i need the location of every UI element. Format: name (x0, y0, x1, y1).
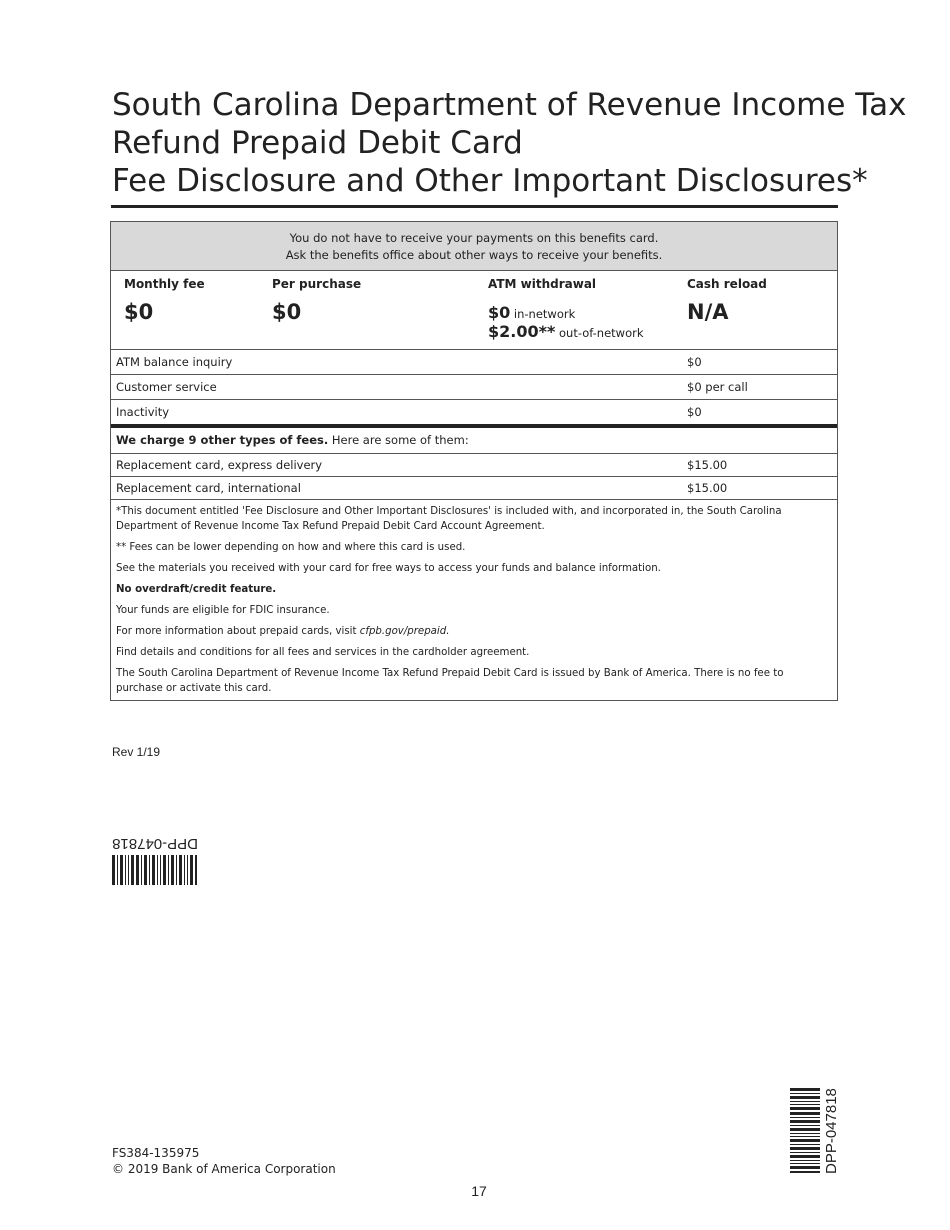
cash-reload-label: Cash reload (687, 277, 767, 291)
note-cardholder-agreement: Find details and conditions for all fees and services in the cardholder agreement. (116, 647, 530, 658)
fee-row-value: $0 (687, 405, 702, 419)
atm-withdrawal-label: ATM withdrawal (488, 277, 597, 291)
barcode-horizontal (112, 855, 198, 885)
fee-disclosure-box (110, 221, 838, 701)
title-line-1: South Carolina Department of Revenue Income Tax (112, 87, 907, 123)
note-no-overdraft (116, 582, 832, 597)
monthly-fee-label: Monthly fee (124, 277, 205, 291)
per-purchase-label: Per purchase (272, 277, 362, 291)
atm-out-network-value: $2.00** (488, 322, 556, 341)
footer (112, 1145, 336, 1177)
other-fee-value: $15.00 (687, 481, 728, 495)
per-purchase-value: $0 (272, 300, 302, 324)
note-fees-lower: ** Fees can be lower depending on how and where this card is used. (116, 542, 466, 553)
form-number: FS384-135975 (112, 1146, 200, 1160)
fee-row-inactivity (111, 400, 837, 428)
other-fee-row-express (111, 454, 837, 477)
note-fdic: Your funds are eligible for FDIC insurance. (116, 605, 330, 616)
notice-line-2: Ask the benefits office about other ways to receive your benefits. (285, 248, 663, 262)
note-more-info (116, 624, 832, 639)
barcode-vertical (790, 1088, 820, 1174)
barcode-code-upside-down: DPP-047818 (112, 835, 198, 852)
note-more-info-text: For more information about prepaid cards, visit (116, 626, 357, 637)
page-number: 17 (471, 1183, 487, 1199)
other-fee-row-international (111, 477, 837, 500)
other-fee-value: $15.00 (687, 458, 728, 472)
atm-out-network-text: out-of-network (559, 326, 644, 340)
note-free-access: See the materials you received with your card for free ways to access your funds and balance information. (116, 563, 661, 574)
cash-reload-fee (687, 277, 767, 324)
other-fees-suffix: Here are some of them: (331, 433, 469, 447)
other-fees-text (116, 428, 469, 453)
other-fee-label: Replacement card, express delivery (116, 458, 323, 472)
atm-withdrawal-fee (488, 277, 644, 341)
note-issuer: The South Carolina Department of Revenue Income Tax Refund Prepaid Debit Card is issued by Bank of America. There is no fee to purchase or activate this card. (116, 668, 784, 694)
fee-row-label: ATM balance inquiry (116, 355, 233, 369)
cfpb-link: cfpb.gov/prepaid. (359, 626, 450, 637)
fee-row-atm-balance (111, 350, 837, 375)
monthly-fee-value: $0 (124, 300, 154, 324)
per-purchase-fee (272, 277, 361, 324)
title-line-3: Fee Disclosure and Other Important Disclosures* (112, 163, 868, 199)
other-fees-bold: We charge 9 other types of fees. (116, 433, 329, 447)
disclosure-notes (111, 500, 837, 700)
fee-row-value: $0 per call (687, 380, 748, 394)
fee-row-customer-service (111, 375, 837, 400)
title-rule (111, 205, 838, 208)
notice-line-1: You do not have to receive your payments on this benefits card. (289, 231, 659, 245)
atm-in-network (488, 303, 644, 322)
note-incorporation: *This document entitled 'Fee Disclosure and Other Important Disclosures' is included with, and incorporated in, the South Carolina Department of Revenue Income Tax Refund Prepaid Debit Card Account Agreement. (116, 506, 782, 532)
benefits-notice (111, 222, 837, 271)
fee-row-label: Customer service (116, 380, 217, 394)
fee-row-value: $0 (687, 355, 702, 369)
revision-label: Rev 1/19 (112, 745, 161, 759)
barcode-code-vertical: DPP-047818 (823, 1088, 840, 1174)
document-title (112, 86, 907, 200)
fee-row-label: Inactivity (116, 405, 170, 419)
monthly-fee (124, 277, 205, 324)
cash-reload-value: N/A (687, 300, 729, 324)
atm-in-network-text: in-network (513, 307, 576, 321)
note-no-overdraft-text: No overdraft/credit feature. (116, 584, 277, 595)
other-fee-label: Replacement card, international (116, 481, 301, 495)
primary-fees (111, 271, 837, 350)
copyright: © 2019 Bank of America Corporation (112, 1162, 336, 1176)
title-line-2: Refund Prepaid Debit Card (112, 125, 523, 161)
atm-in-network-value: $0 (488, 303, 511, 322)
other-fees-intro (111, 428, 837, 454)
atm-out-network (488, 322, 644, 341)
